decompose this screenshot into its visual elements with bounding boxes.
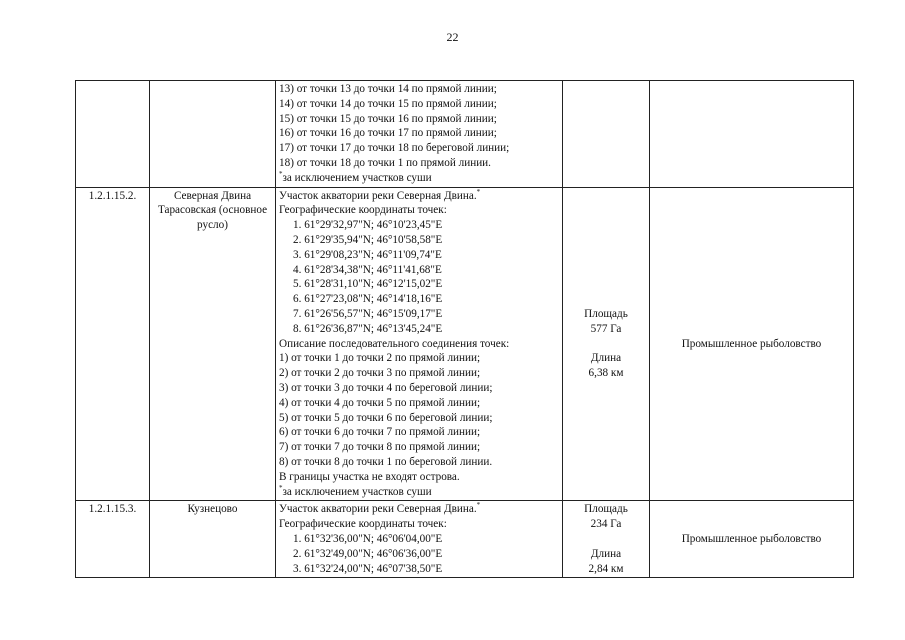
length-value: 6,38 км [588,367,624,380]
cell-purpose: Промышленное рыболовство [650,501,854,578]
coordinate-line: 2. 61°29'35,94"N; 46°10'58,58"E [293,233,443,246]
area-label: Площадь [584,307,628,320]
cell-description [276,501,563,578]
table-row [76,81,854,188]
page-number: 22 [446,30,459,44]
cell-name: Северная Двина Тарасовская (основное русло) [150,187,276,501]
coordinate-line: 2. 61°32'49,00"N; 46°06'36,00"E [293,547,443,560]
length-label: Длина [590,352,622,365]
coordinate-line: 4. 61°28'34,38"N; 46°11'41,68"E [293,263,442,276]
area-value: 577 Га [590,322,622,335]
cell-purpose: Промышленное рыболовство [650,187,854,501]
desc-line: 3) от точки 3 до точки 4 по береговой линии; [279,381,493,394]
cell-purpose [650,81,854,188]
coordinate-line: 6. 61°27'23,08"N; 46°14'18,16"E [293,293,443,306]
coordinate-line: 1. 61°32'36,00"N; 46°06'04,00"E [293,532,443,545]
desc-line: 16) от точки 16 до точки 17 по прямой линии; [279,127,497,140]
desc-line: 17) от точки 17 до точки 18 по береговой линии; [279,142,510,155]
coordinate-line: 3. 61°32'24,00"N; 46°07'38,50"E [293,562,443,575]
area-intro: Участок акватории реки Северная Двина.* [279,187,481,202]
cell-description [276,187,563,501]
table-row [76,187,854,501]
desc-line: 4) от точки 4 до точки 5 по прямой линии; [279,396,481,409]
desc-line: 8) от точки 8 до точки 1 по береговой линии. [279,455,493,468]
coordinate-line: 8. 61°26'36,87"N; 46°13'45,24"E [293,322,443,335]
coords-title: Географические координаты точек: [279,518,447,531]
desc-line: 14) от точки 14 до точки 15 по прямой линии; [279,97,497,110]
area-label: Площадь [584,503,628,516]
footnote: *за исключением участков суши [279,169,432,184]
desc-title: Описание последовательного соединения точек: [279,337,510,350]
desc-line: 1) от точки 1 до точки 2 по прямой линии; [279,352,481,365]
area-value: 234 Га [590,518,622,531]
coords-title: Географические координаты точек: [279,204,447,217]
area-intro: Участок акватории реки Северная Двина.* [279,501,481,516]
islands-note: В границы участка не входят острова. [279,470,460,483]
cell-name: Кузнецово [150,501,276,578]
length-label: Длина [590,547,622,560]
footnote: *за исключением участков суши [279,483,432,498]
desc-line: 6) от точки 6 до точки 7 по прямой линии; [279,426,481,439]
coordinate-line: 3. 61°29'08,23"N; 46°11'09,74"E [293,248,442,261]
fishing-areas-table [75,80,854,578]
desc-line: 2) от точки 2 до точки 3 по прямой линии; [279,367,481,380]
cell-number: 1.2.1.15.2. [76,187,150,501]
cell-name [150,81,276,188]
table-row [76,501,854,578]
cell-number: 1.2.1.15.3. [76,501,150,578]
desc-line: 5) от точки 5 до точки 6 по береговой линии; [279,411,493,424]
coordinate-line: 5. 61°28'31,10"N; 46°12'15,02"E [293,278,443,291]
desc-line: 7) от точки 7 до точки 8 по прямой линии; [279,441,481,454]
cell-area [563,81,650,188]
cell-area [563,501,650,578]
cell-number [76,81,150,188]
cell-area [563,187,650,501]
cell-description [276,81,563,188]
desc-line: 15) от точки 15 до точки 16 по прямой линии; [279,112,497,125]
coordinate-line: 7. 61°26'56,57"N; 46°15'09,17"E [293,307,443,320]
length-value: 2,84 км [588,562,624,575]
desc-line: 13) от точки 13 до точки 14 по прямой линии; [279,83,497,95]
coordinate-line: 1. 61°29'32,97"N; 46°10'23,45"E [293,219,443,232]
desc-line: 18) от точки 18 до точки 1 по прямой линии. [279,156,491,169]
